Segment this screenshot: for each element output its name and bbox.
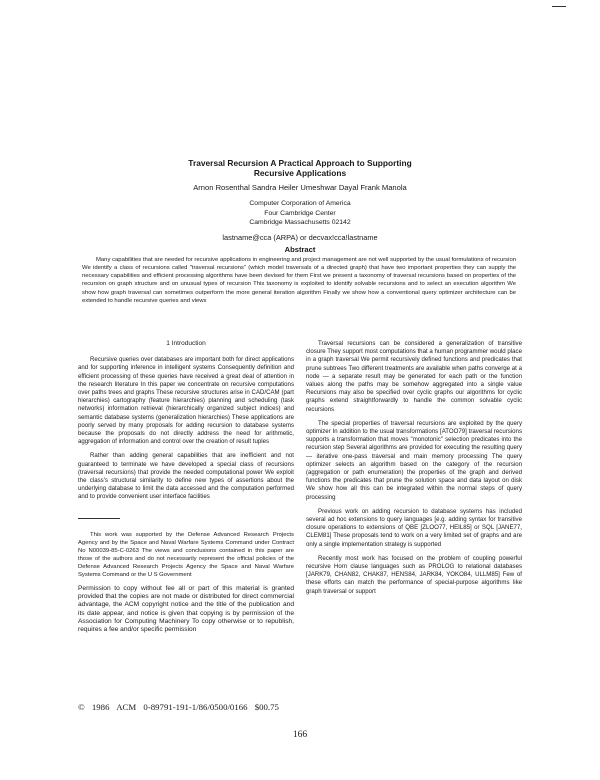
right-paragraph-4: Recently most work has focused on the problem of coupling powerful recursive Horn clause languages such as PROLOG to relational databases [JARK79, CHAN82, CHAK87, HENS84, JARK84, YOKO84, ULLM85] Few of these efforts can match the performance of special-purpose algorithms like graph traversal or support	[306, 554, 522, 595]
paper-title	[0, 158, 600, 178]
title-line-1: Traversal Recursion A Practical Approach to Supporting	[188, 158, 412, 168]
right-paragraph-2: The special properties of traversal recursions are exploited by the query optimizer In addition to the usual transformations [ATOO79] traversal recursions supports a transformation that moves "monotonic" selection predicates into the recursion step Several algorithms are provided for executing the resulting query — iterative one-pass traversal and main memory processing The query optimizer selects an algorithm based on the category of the recursion (aggregation or path enumeration) the properties of the graph and derived functions the predicates that prune the solution space and data layout on disk We show how all this can be integrated within the normal steps of query processing	[306, 419, 522, 501]
funding-footnote: This work was supported by the Defense Advanced Research Projects Agency and by the Space and Naval Warfare Systems Command under Contract No N00039-85-C-0263 The views and conclusions contained in this paper are those of the authors and do not necessarily represent the official policies of the Defense Advanced Research Projects Agency the Space and Naval Warfare Systems Command or the U S Government	[78, 531, 294, 578]
page-number: 166	[292, 730, 308, 740]
copyright-line: © 1986 ACM 0-89791-191-1/86/0500/0166 $00.75	[78, 702, 279, 712]
section-heading: 1 Introduction	[166, 340, 206, 347]
corner-mark	[552, 6, 566, 7]
right-column	[306, 340, 522, 602]
abstract-body: Many capabilities that are needed for recursive applications in engineering and project management are not well supported by the usual formulations of recursion We identify a class of recursions called "traversal recursions" (which model traversals of a directed graph) that have two important properties they can supply the necessary capabilities and efficient processing algorithms have been devised for them First we present a taxonomy of traversal recursions based on properties of the recursion on graph structure and on unusual types of recursion This taxonomy is exploited to identify solvable recursions and to select an execution algorithm We show how graph traversal can sometimes outperform the more general iteration algorithm Finally we show how a conventional query optimizer architecture can be extended to handle recursive queries and views	[82, 257, 516, 304]
affiliation-line-2: Four Cambridge Center	[264, 209, 336, 217]
right-paragraph-3: Previous work on adding recursion to database systems has included several ad hoc extensions to query languages [e.g. adding syntax for transitive closure operations to extensions of QBE [ZLOO77, HEIL85] or SQL [JANE77, CLEM81] These proposals tend to work on a very limited set of graphs and are only a single implementation strategy is supported	[306, 507, 522, 548]
right-paragraph-1: Traversal recursions can be considered a generalization of transitive closure They support most computations that a human programmer would place in a graph traversal We permit recursively defined functions and predicates that prune subtrees Two different treatments are available when paths converge at a node — a separate result may be generated for each path or the function values along the paths may be somehow aggregated into a single value Recursions may also be specified over cyclic graphs our algorithms for cyclic graphs extend straightforwardly to handle the common solvable cyclic recursions	[306, 340, 522, 413]
authors: Arnon Rosenthal Sandra Heiler Umeshwar Dayal Frank Manola	[193, 183, 407, 192]
permission-notice: Permission to copy without fee all or part of this material is granted provided that the copies are not made or distributed for direct commercial advantage, the ACM copyright notice and the title of the publication and its date appear, and notice is given that copying is by permission of the Association for Computing Machinery To copy otherwise or to republish, requires a fee and/or specific permission	[78, 584, 294, 634]
intro-paragraph-2: Rather than adding general capabilities that are inefficient and not guaranteed to terminate we have developed a special class of recursions (traversal recursions) that provide the needed computational power We exploit the class's structural similarity to define new types of assertions about the underlying database to limit the data accessed and the computation performed and to provide convenient user interface facilities	[78, 452, 294, 501]
abstract-heading: Abstract	[284, 245, 316, 254]
affiliation-line-1: Computer Corporation of America	[249, 200, 351, 207]
arpanet-address: lastname@cca (ARPA) or decvax!cca!lastname	[222, 233, 378, 242]
intro-paragraph-1: Recursive queries over databases are important both for direct applications and for supporting inference in intelligent systems Consequently definition and efficient processing of these queries have received a great deal of attention in the research literature In this paper we concentrate on recursive computations over paths trees and graphs These recursive structures arise in CAD/CAM (part hierarchies) cartography (feature hierarchies) planning and scheduling (task networks) information retrieval (hierarchically organized subject indices) and semantic database systems (generalization hierarchies) These applications are poorly served by many proposals for adding recursion to database systems because the proposals do not directly address the need for arithmetic, aggregation of information and control over the creation of result tuples	[78, 356, 294, 446]
left-column	[78, 340, 294, 640]
footnote-rule	[78, 518, 120, 519]
affiliation	[0, 199, 600, 228]
title-line-2: Recursive Applications	[253, 168, 347, 178]
affiliation-line-3: Cambridge Massachusetts 02142	[249, 219, 351, 227]
